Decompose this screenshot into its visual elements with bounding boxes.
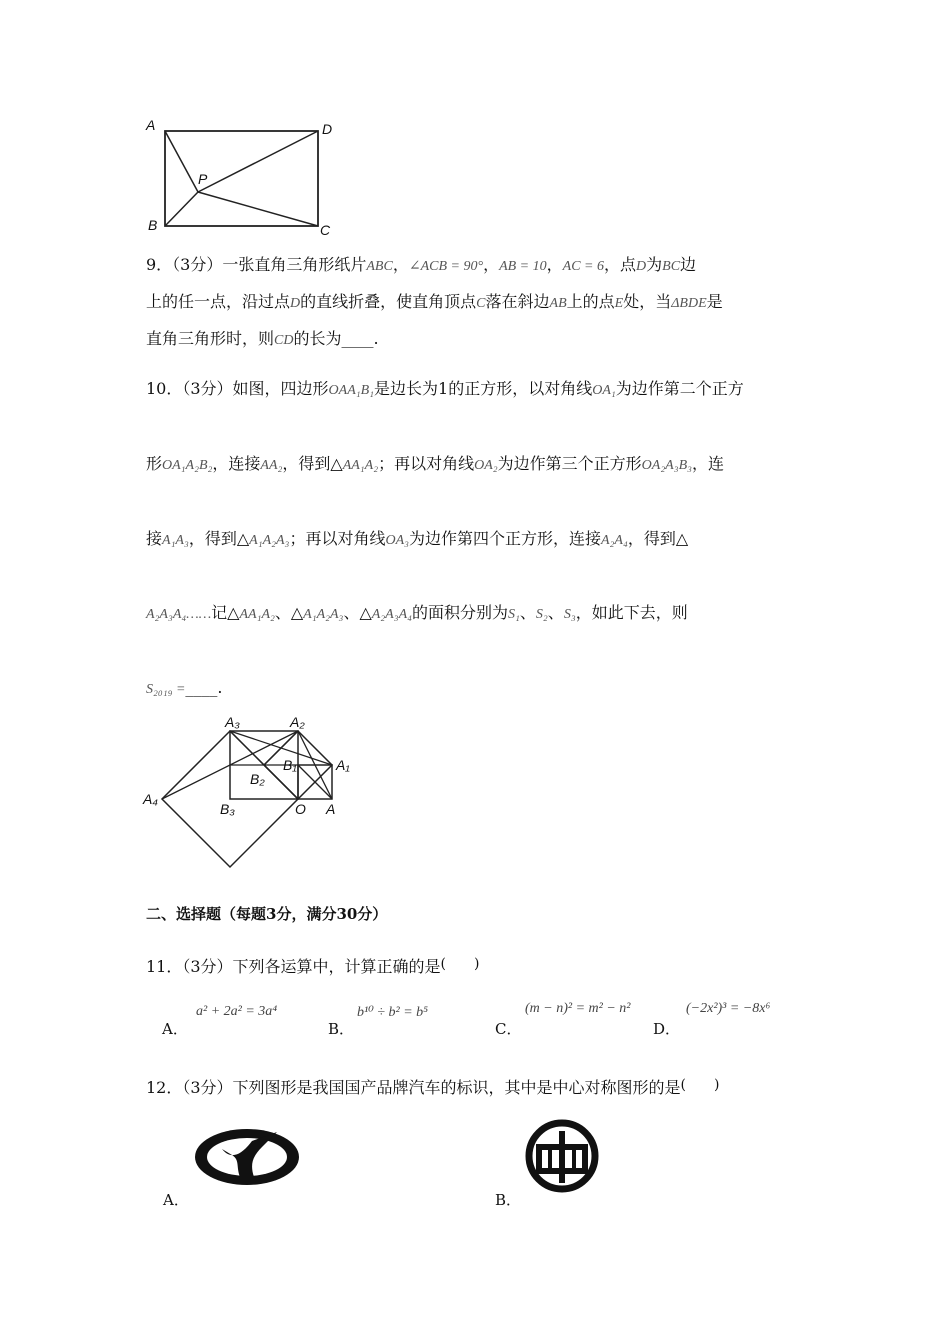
- q9-line3: 直角三角形时，则CD的长为____.: [146, 329, 379, 348]
- label-b: B: [148, 217, 158, 233]
- label-b1: B₁: [283, 757, 297, 773]
- q10-line2: 形OA₁A₂B₂，连接AA₂，得到△AA₁A₂；再以对角线OA₂为边作第三个正方形OA₂A₃B₃，连: [146, 454, 725, 473]
- q11-option-d-letter: D．: [653, 1020, 681, 1038]
- label-o: O: [295, 801, 306, 817]
- label-a: A: [146, 117, 156, 133]
- q11-stem: 11．（3分）下列各运算中，计算正确的是( ): [146, 956, 480, 976]
- q11-option-d-expr: (−2x²)³ = −8x⁶: [686, 1001, 771, 1016]
- q12-stem: 12．（3分）下列图形是我国国产品牌汽车的标识，其中是中心对称图形的是( ): [146, 1077, 720, 1097]
- q9-line1: 9．（3分）一张直角三角形纸片ABC，∠ACB = 90°，AB = 10，AC = 6，点D为BC边: [146, 255, 697, 274]
- label-p: P: [198, 171, 208, 187]
- q11-option-a-letter: A．: [162, 1020, 188, 1038]
- segment-pc: [198, 192, 318, 226]
- label-a: A: [326, 801, 336, 817]
- car-logo-a: [192, 1127, 302, 1187]
- section-title: 二、选择题（每题3分，满分30分）: [146, 905, 388, 923]
- q10-line4: A₂A₃A₄……记△AA₁A₂、△A₁A₂A₃、△A₂A₃A₄的面积分别为S₁、S₂、S₃，如此下去，则: [146, 603, 688, 622]
- rect-abcd: [165, 131, 318, 226]
- label-b2: B₂: [250, 771, 265, 787]
- q10-line1: 10．（3分）如图，四边形OAA₁B₁是边长为1的正方形，以对角线OA₁为边作第二个正方: [146, 379, 744, 398]
- segment-pb: [165, 192, 198, 226]
- segment-pa: [165, 131, 198, 192]
- label-a2: A₂: [290, 714, 305, 730]
- label-a3: A₃: [225, 714, 240, 730]
- q11-option-b-expr: b¹⁰ ÷ b² = b⁵: [357, 1005, 429, 1020]
- label-c: C: [320, 222, 331, 238]
- q9-line2: 上的任一点，沿过点D的直线折叠，使直角顶点C落在斜边AB上的点E处，当ΔBDE是: [146, 292, 723, 311]
- q12-option-a-letter: A．: [163, 1191, 189, 1209]
- label-a1: A₁: [336, 757, 350, 773]
- squares-figure: [140, 710, 380, 870]
- rectangle-figure: [140, 110, 340, 240]
- label-d: D: [322, 121, 333, 137]
- car-logo-b: [523, 1117, 601, 1195]
- segment-pd: [198, 131, 318, 192]
- q11-option-a-expr: a² + 2a² = 3a⁴: [196, 1004, 278, 1019]
- q11-option-c-expr: (m − n)² = m² − n²: [525, 1001, 631, 1016]
- q10-line3: 接A₁A₃，得到△A₁A₂A₃；再以对角线OA₃为边作第四个正方形，连接A₂A₄，得到△: [146, 529, 689, 548]
- q10-line5: S₂₀₁₉ =____.: [146, 678, 223, 697]
- q11-option-c-letter: C．: [495, 1020, 522, 1038]
- q11-option-b-letter: B．: [328, 1020, 355, 1038]
- label-b3: B₃: [220, 801, 235, 817]
- q12-option-b-letter: B．: [495, 1191, 522, 1209]
- label-a4: A₄: [143, 791, 158, 807]
